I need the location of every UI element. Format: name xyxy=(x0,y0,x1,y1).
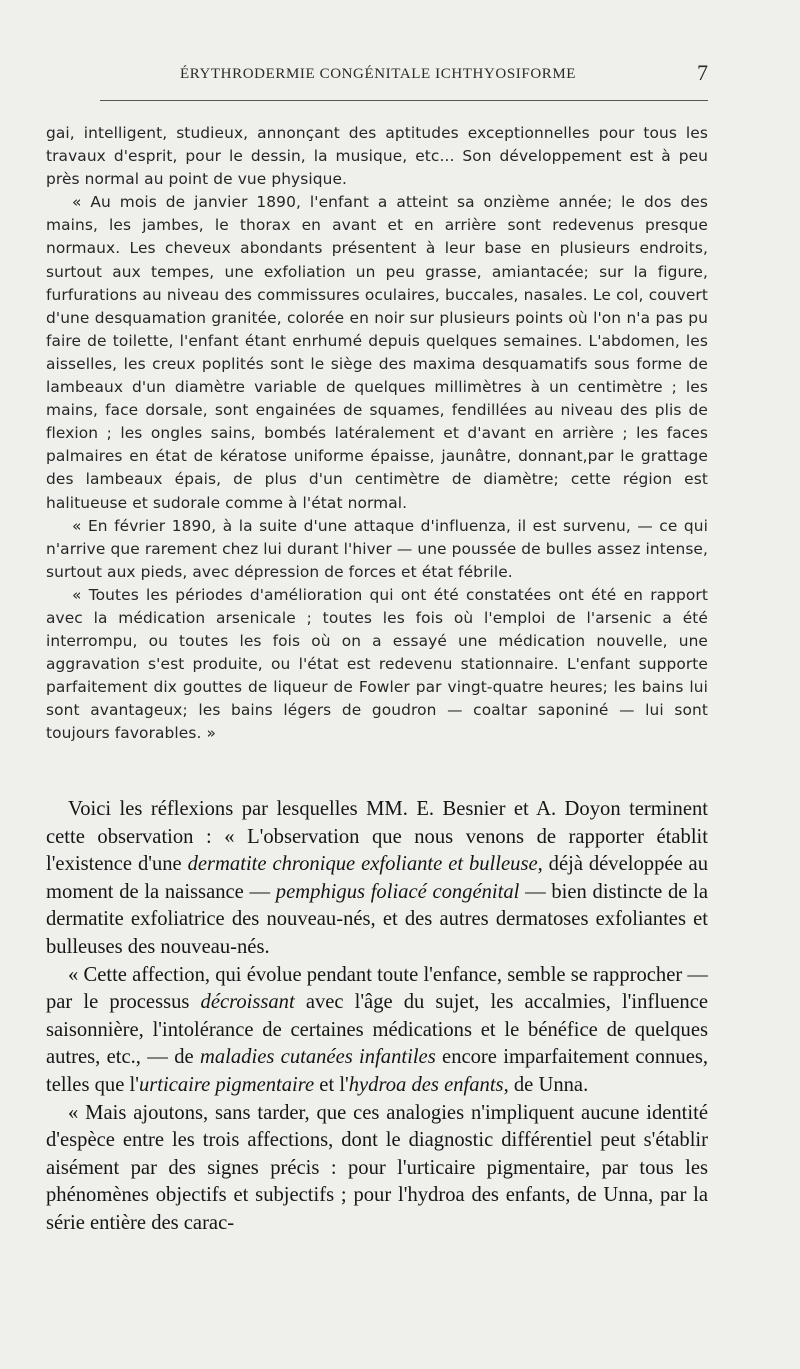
running-title: ÉRYTHRODERMIE CONGÉNITALE ICHTHYOSIFORME xyxy=(179,66,577,82)
observation-paragraph-3: « En février 1890, à la suite d'une attaque d'influenza, il est survenu, — ce qui n'arrive que rarement chez lui durant l'hiver — une poussée de bulles assez intense, surtout aux pieds, avec dépression de forces et état fébrile. xyxy=(46,516,708,581)
commentary-paragraph-3: « Mais ajoutons, sans tarder, que ces analogies n'impliquent aucune identité d'espèce entre les trois affections, dont le diagnostic différentiel peut s'établir aisément par des signes précis : pour l'urticaire pigmentaire, par tous les phénomènes objectifs et subjectifs ; pour l'hydroa des enfants, de Unna, par la série entière des carac- xyxy=(46,1101,708,1234)
text-run: et l' xyxy=(314,1073,349,1096)
text-run: — bien distincte de la dermatite exfoliatrice des nouveau-nés, et des autres dermatoses exfoliantes et bulleuses des nouveau-nés. xyxy=(46,880,708,958)
observation-paragraph-4: « Toutes les périodes d'amélioration qui ont été constatées ont été en rapport avec la médication arsenicale ; toutes les fois où l'emploi de l'arsenic a été interrompu, ou toutes les fois où on a essayé une médication nouvelle, une aggravation s'est produite, ou l'état est redevenu stationnaire. L'enfant supporte parfaitement dix gouttes de liqueur de Fowler par vingt-quatre heures; les bains lui sont avantageux; les bains légers de goudron — coaltar saponiné — lui sont toujours favorables. » xyxy=(46,585,708,743)
observation-paragraph-1: gai, intelligent, studieux, annonçant des aptitudes exceptionnelles pour tous les travaux d'esprit, pour le dessin, la musique, etc... Son développement est à peu près normal au point de vue physique. xyxy=(46,124,708,189)
italic-term: hydroa des enfants xyxy=(348,1073,504,1096)
text-run: Voici les réflexions par lesquelles MM. E. Besnier et A. Doyon terminent cette observation : « L'observation que nous venons de rapporter établit l'existence d'une xyxy=(46,798,708,876)
text-run: encore imparfaitement connues, telles que l' xyxy=(46,1046,709,1096)
italic-term: pemphigus foliacé congénital xyxy=(275,880,520,903)
text-run: « Cette affection, qui évolue pendant toute l'enfance, semble se rapprocher — par le processus xyxy=(46,963,708,1014)
italic-term: urticaire pigmentaire xyxy=(138,1073,315,1096)
italic-term: maladies cutanées infantiles xyxy=(199,1046,436,1069)
running-head xyxy=(48,62,708,90)
page-number: 7 xyxy=(697,60,708,85)
commentary-block xyxy=(46,796,708,1238)
commentary-paragraph-1 xyxy=(46,796,708,962)
italic-term: dermatite chronique exfoliante et bulleuse xyxy=(187,853,538,876)
text-run: avec l'âge du sujet, les accalmies, l'influence saisonnière, l'intolérance de certaines médications et le bénéfice de quelques autres, etc., — de xyxy=(46,991,708,1069)
text-run: , de Unna. xyxy=(503,1073,589,1096)
observation-paragraph-2: « Au mois de janvier 1890, l'enfant a atteint sa onzième année; le dos des mains, les jambes, le thorax en avant et en arrière sont redevenus presque normaux. Les cheveux abondants présentent à leur base en plusieurs endroits, surtout aux tempes, une exfoliation un peu grasse, amiantacée; sur la figure, furfurations au niveau des commissures oculaires, buccales, nasales. Le col, couvert d'une desquamation granitée, colorée en noir sur plusieurs points où l'on n'a pas pu faire de toilette, l'enfant étant enrhumé depuis quelques semaines. L'abdomen, les aisselles, les creux poplités sont le siège des maxima desquamatifs sous forme de lambeaux d'un diamètre variable de quelques millimètres à un centimètre ; les mains, face dorsale, sont engainées de squames, fendillées au niveau des plis de flexion ; les ongles sains, bombés latéralement et d'avant en arrière ; les faces palmaires en état de kératose uniforme épaisse, jaunâtre, donnant,par le grattage des lambeaux épais, de plus d'un centimètre de diamètre; cette région est halitueuse et sudorale comme à l'état normal. xyxy=(46,193,708,512)
header-rule xyxy=(100,100,708,101)
commentary-paragraph-2 xyxy=(46,962,708,1100)
text-run: , déjà développée au moment de la naissance — xyxy=(46,853,708,903)
italic-term: décroissant xyxy=(200,991,295,1014)
observation-block xyxy=(46,122,708,746)
